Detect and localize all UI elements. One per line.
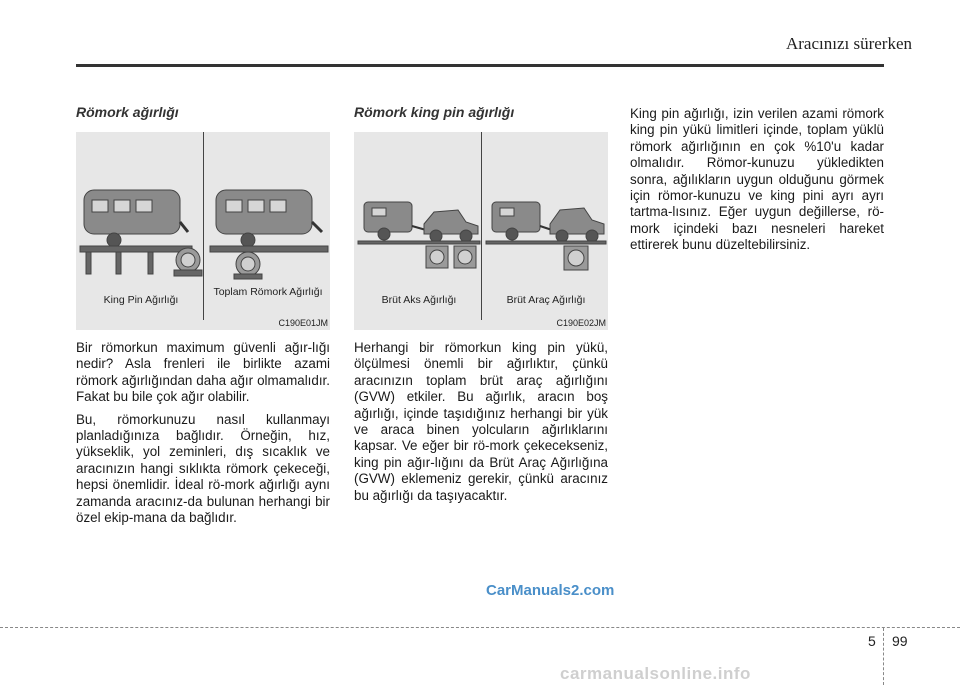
- figure-trailer-weight: [76, 132, 330, 330]
- label-king-pin-weight: King Pin Ağırlığı: [103, 294, 179, 306]
- figure-divider: [203, 132, 204, 320]
- paragraph: King pin ağırlığı, izin verilen azami römork king pin yükü limitleri içinde, toplam yüklü römork ağırlığının en çok %10'u kadar olmalıdır. Römor-kunuzu yükledikten sonra, ağılıkların uygun olduğunu görmek için römor-kunuzu ve king pini ayrı ayrı tartma-lısınız. Eğer uygun değillerse, rö-mork içindeki bazı nesneleri hareket ettirerek bunu düzeltebilirsiniz.: [630, 106, 884, 253]
- figure-king-pin-weight: [354, 132, 608, 330]
- chapter-number: 5: [868, 633, 876, 649]
- footer-divider: [883, 628, 884, 685]
- paragraph: Herhangi bir römorkun king pin yükü, ölçülmesi önemli bir ağırlıktır, çünkü aracınızın toplam brüt araç ağırlığını (GVW) etkiler. Bu ağırlık, aracın boş ağırlığı, içinde taşıdığınız herhangi bir yük ve araca binen yolcuların ağırlıklarını kapsar. Ve eğer bir rö-mork çekecekseniz, king pin ağır-lığını da Brüt Araç Ağırlığına (GVW) eklemeniz gerekir, çünkü aracınız bu ağırlığı da taşıyacaktır.: [354, 340, 608, 503]
- watermark-link[interactable]: CarManuals2.com: [486, 582, 615, 599]
- page-number: 99: [892, 633, 908, 649]
- figure-divider: [481, 132, 482, 320]
- label-total-trailer-weight: Toplam Römork Ağırlığı: [213, 286, 323, 298]
- label-gross-vehicle-weight: Brüt Araç Ağırlığı: [506, 294, 586, 306]
- paragraph: Bu, römorkunuzu nasıl kullanmayı planladığınıza bağlıdır. Örneğin, hız, yükseklik, yol zeminleri, dış sıcaklık ve aracınızın hangi sıklıkta römork çekeceği, hepsi önemlidir. İdeal rö-mork ağırlığı aynı zamanda aracınız-da bulunan herhangi bir özel ekip-mana da bağlıdır.: [76, 411, 330, 526]
- figure-code: C190E02JM: [556, 318, 606, 328]
- footer-rule: [0, 627, 960, 628]
- column-continuation: [630, 106, 884, 260]
- column-trailer-weight: [76, 104, 330, 532]
- header-rule: [76, 64, 884, 67]
- king-pin-weight-text: [354, 340, 608, 504]
- site-footer-watermark: carmanualsonline.info: [560, 664, 751, 683]
- header-title: Aracınızı sürerken: [785, 34, 912, 53]
- figure-code: C190E01JM: [278, 318, 328, 328]
- section-title-king-pin-weight: Römork king pin ağırlığı: [354, 104, 515, 120]
- label-gross-axle-weight: Brüt Aks Ağırlığı: [381, 294, 457, 306]
- section-title-trailer-weight: Römork ağırlığı: [76, 104, 179, 120]
- paragraph: Bir römorkun maximum güvenli ağır-lığı nedir? Asla frenleri ile birlikte azami römork ağırlığından daha ağır olmamalıdır. Fakat bu bile çok ağır olabilir.: [76, 340, 330, 405]
- trailer-weight-text: [76, 340, 330, 526]
- column-king-pin-weight: [354, 104, 608, 510]
